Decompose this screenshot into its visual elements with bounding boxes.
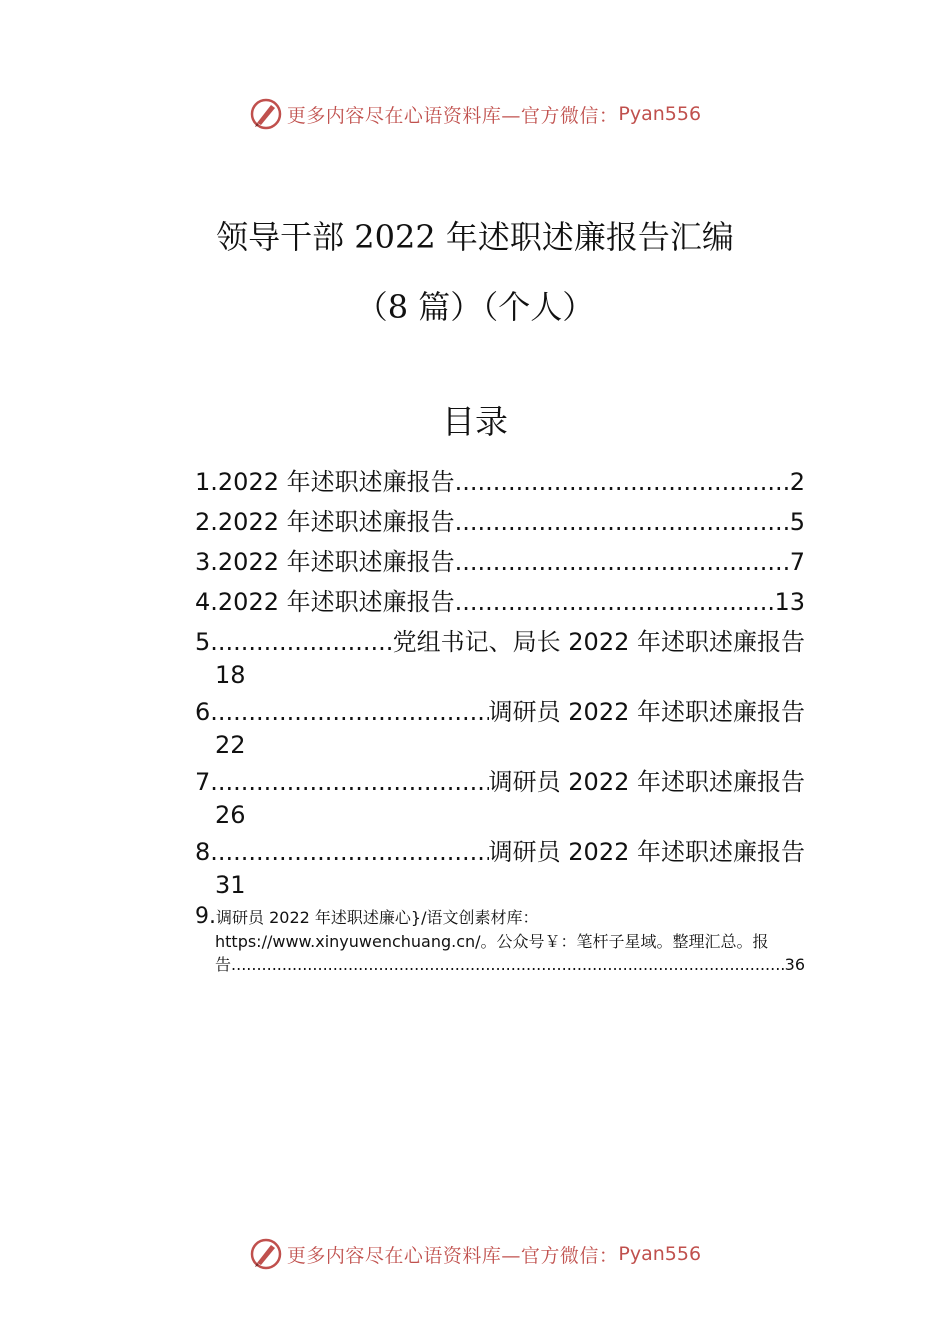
- toc-leader-dots: [231, 954, 785, 976]
- banner-text: 更多内容尽在心语资料库—官方微信：: [286, 104, 619, 127]
- toc-entry-page: 36: [784, 955, 805, 974]
- toc-entry-title: 党组书记、局长 2022 年述职述廉报告: [392, 628, 805, 656]
- toc-entry-title: 调研员 2022 年述职述廉报告: [488, 768, 805, 796]
- toc-entry-3[interactable]: [195, 542, 805, 582]
- document-title: 领导干部 2022 年述职述廉报告汇编: [216, 218, 734, 256]
- toc-entry-label: 2.2022 年述职述廉报告: [195, 508, 455, 536]
- toc-entry-8[interactable]: [195, 832, 805, 902]
- toc-leader-dots: [210, 762, 488, 802]
- toc-heading: 目录: [442, 402, 508, 441]
- toc-entry-page: 2: [789, 468, 805, 496]
- document-subtitle: （8 篇）（个人）: [355, 288, 595, 326]
- toc-leader-dots: [210, 832, 488, 872]
- toc-entry-number: 8: [195, 838, 211, 866]
- toc-entry-page: 26: [215, 801, 246, 829]
- toc-entry-number: 5: [195, 628, 211, 656]
- toc-entry-6[interactable]: [195, 692, 805, 762]
- toc-entry-page: 22: [215, 731, 246, 759]
- toc-entry-2[interactable]: [195, 502, 805, 542]
- toc-entry-page: 31: [215, 871, 246, 899]
- toc-entry-7[interactable]: [195, 762, 805, 832]
- toc-entry-number: 7: [195, 768, 211, 796]
- toc-entry-1[interactable]: [195, 462, 805, 502]
- toc-leader-dots: [210, 622, 392, 662]
- toc-leader-dots: [455, 582, 775, 622]
- banner-wechat-id: Pyan556: [618, 103, 702, 125]
- toc-leader-dots: [455, 542, 790, 582]
- toc-entry-title-cont: https://www.xinyuwenchuang.cn/。公众号￥：笔杆子星域。整理汇总。报: [215, 932, 769, 951]
- toc-entry-title: 调研员 2022 年述职述廉报告: [488, 698, 805, 726]
- pen-seal-icon: [249, 1237, 283, 1271]
- banner-text: 更多内容尽在心语资料库—官方微信：: [286, 1244, 619, 1267]
- toc-leader-dots: [455, 462, 790, 502]
- toc-entry-page: 18: [215, 661, 246, 689]
- toc-entry-label: 4.2022 年述职述廉报告: [195, 588, 455, 616]
- footer-banner: [0, 1234, 950, 1274]
- toc-entry-4[interactable]: [195, 582, 805, 622]
- pen-seal-icon: [249, 97, 283, 131]
- toc-entry-page: 7: [789, 548, 805, 576]
- toc-leader-dots: [455, 502, 790, 542]
- toc-entry-label: 3.2022 年述职述廉报告: [195, 548, 455, 576]
- toc-entry-number: 9.: [195, 904, 216, 929]
- toc-entry-page: 5: [789, 508, 805, 536]
- toc-entry-page: 13: [774, 588, 805, 616]
- toc-entry-9[interactable]: [195, 904, 805, 976]
- banner-wechat-id: Pyan556: [618, 1243, 702, 1265]
- toc-entry-title: 调研员 2022 年述职述廉报告: [488, 838, 805, 866]
- toc-leader-dots: [210, 692, 488, 732]
- toc-entry-title-end: 告: [215, 955, 232, 974]
- toc-entry-label: 1.2022 年述职述廉报告: [195, 468, 455, 496]
- toc-entry-5[interactable]: [195, 622, 805, 692]
- table-of-contents: [195, 462, 805, 976]
- toc-entry-title: 调研员 2022 年述职述廉心}/语文创素材库：: [216, 908, 539, 927]
- header-banner: [0, 94, 950, 134]
- toc-entry-number: 6: [195, 698, 211, 726]
